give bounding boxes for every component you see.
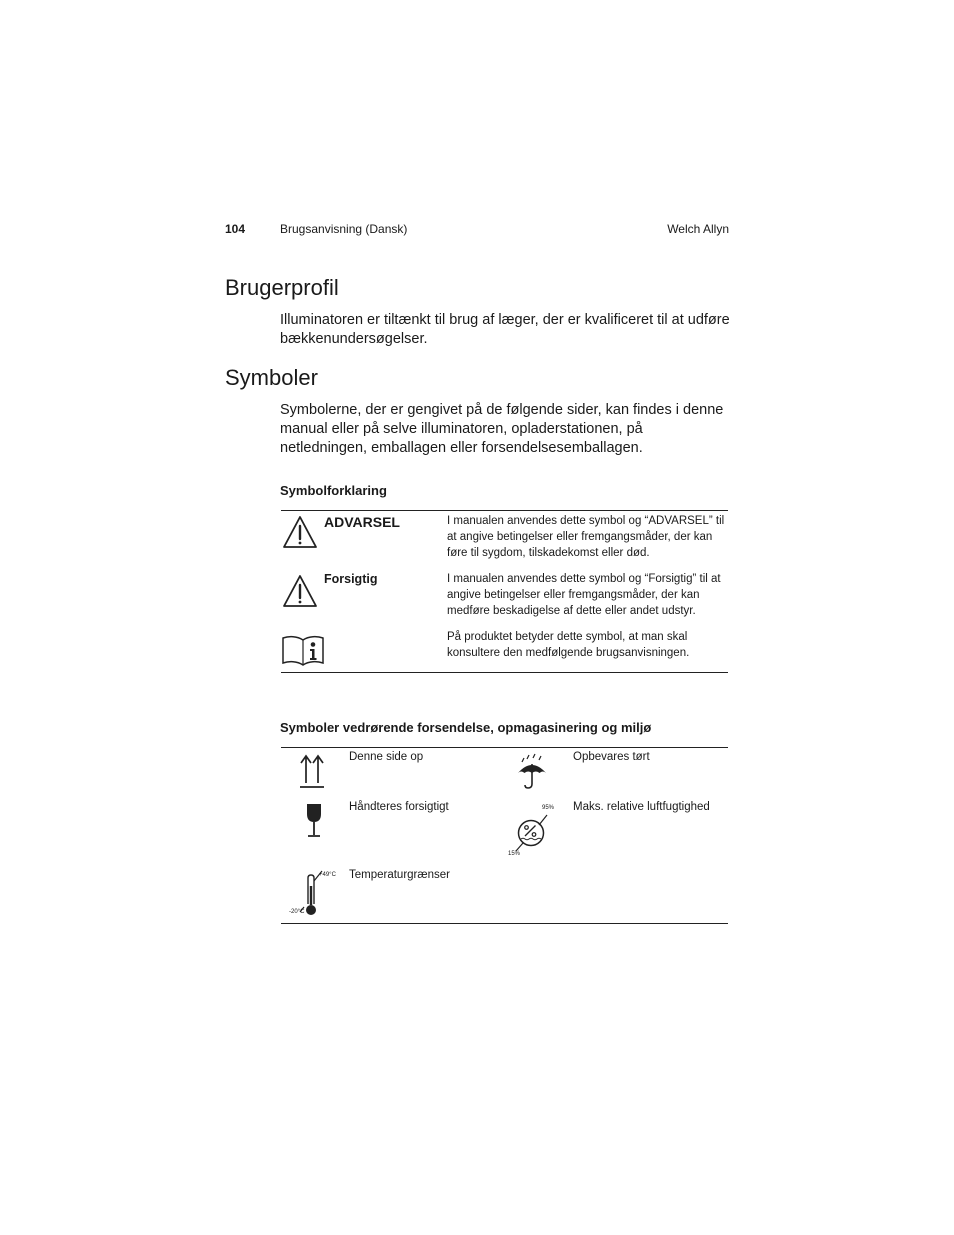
instructions-description: På produktet betyder dette symbol, at man skal konsultere den medfølgende brugsanvisningen.: [447, 631, 690, 659]
symbols-heading: Symboler: [225, 365, 318, 390]
caution-label: Forsigtig: [324, 572, 378, 586]
shipping-bottom-rule: [281, 923, 728, 924]
humidity-label-text: Maks. relative luftfugtighed: [573, 801, 710, 813]
consult-instructions-icon: [281, 634, 325, 666]
keep-dry-icon: [515, 752, 549, 790]
warning-label: ADVARSEL: [324, 514, 400, 530]
legend-bottom-rule: [281, 672, 728, 673]
humidity-limit-icon: [512, 812, 552, 852]
warning-description: I manualen anvendes dette symbol og “ADVARSEL” til at angive betingelser eller fremgangsmåder, der kan føre til sygdom, tilskadekomst eller død.: [447, 515, 725, 559]
legend-top-rule: [281, 510, 728, 511]
humidity-upper-limit: 95%: [542, 805, 555, 811]
temperature-label: Temperaturgrænser: [349, 869, 450, 881]
this-side-up-label: Denne side op: [349, 751, 424, 763]
user-profile-heading: Brugerprofil: [225, 275, 339, 300]
humidity-lower-limit: 15%: [508, 851, 521, 857]
caution-triangle-icon: [282, 573, 318, 609]
temperature-lower-limit: -20°C: [289, 909, 305, 915]
caution-description: I manualen anvendes dette symbol og “Forsigtig” til at angive betingelser eller fremgangsmåder, der kan medføre beskadigelse af dette eller andet udstyr.: [447, 573, 721, 617]
legend-heading: Symbolforklaring: [280, 483, 387, 498]
shipping-top-rule: [281, 747, 728, 748]
warning-triangle-icon: [282, 514, 318, 550]
shipping-heading: Symboler vedrørende forsendelse, opmagasinering og miljø: [280, 720, 652, 735]
fragile-label: Håndteres forsigtigt: [349, 801, 449, 813]
page-number: 104: [225, 222, 246, 236]
temperature-upper-limit: +49°C: [319, 872, 336, 878]
symbols-text: Symbolerne, der er gengivet på de følgende sider, kan findes i denne manual eller på selve illuminatoren, opladerstationen, på netledningen, emballagen eller forsendelsesemballagen.: [280, 402, 724, 456]
this-side-up-icon: [298, 753, 326, 789]
document-title: Brugsanvisning (Dansk): [280, 222, 408, 236]
keep-dry-label: Opbevares tørt: [573, 751, 650, 763]
brand-name: Welch Allyn: [667, 222, 729, 236]
fragile-icon: [304, 802, 324, 838]
user-profile-text: Illuminatoren er tiltænkt til brug af læger, der er kvalificeret til at udføre bækkenundersøgelser.: [280, 312, 730, 347]
